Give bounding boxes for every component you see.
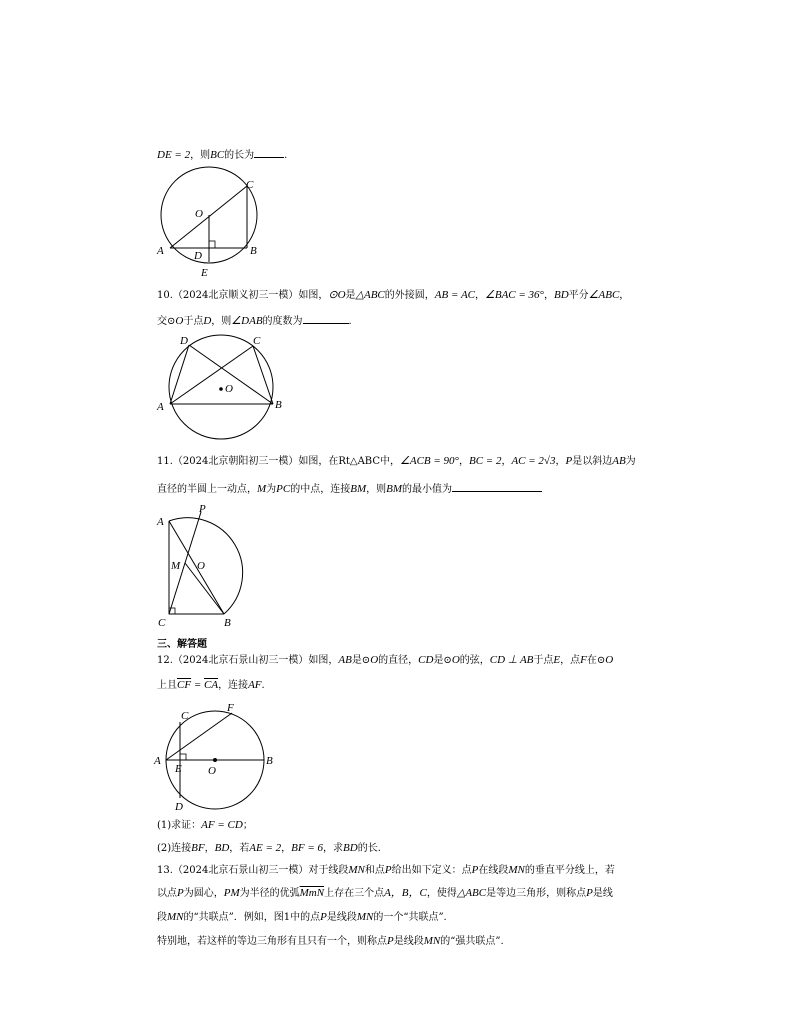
q13-line1 <box>157 863 615 878</box>
text-span: 的外接圆， <box>384 290 435 301</box>
text-span: 直径的半圆上一动点， <box>157 484 257 495</box>
text-span: . <box>284 150 288 161</box>
text-span: (1)求证： <box>157 820 202 831</box>
text-span: P <box>565 455 573 467</box>
label-c: C <box>158 617 166 629</box>
text-span: ，则 <box>211 316 232 327</box>
label-o: O <box>208 765 216 777</box>
text-span: 为圆心， <box>183 888 224 899</box>
text-span: 为 <box>266 484 277 495</box>
answer-blank[interactable] <box>303 313 349 324</box>
text-span: O <box>605 654 614 666</box>
text-span: 的长为 <box>224 150 255 161</box>
text-span: 是线段 <box>393 936 424 947</box>
text-span: $\overline{MmN}$ <box>299 887 325 899</box>
q9-line <box>157 147 287 163</box>
text-span: P <box>586 887 593 899</box>
text-span: 上且 <box>157 680 177 691</box>
text-span: = <box>191 679 204 691</box>
text-span: 在线段 <box>478 865 509 876</box>
label-e: E <box>201 267 208 279</box>
text-span: ， <box>281 843 292 854</box>
text-span: 的垂直平分线上，若 <box>524 865 615 876</box>
label-b: B <box>250 245 257 257</box>
text-span: BC <box>210 149 225 161</box>
text-span: AB <box>338 654 352 666</box>
text-span: ，则 <box>366 484 387 495</box>
text-span: MN <box>423 935 441 947</box>
text-span: 是线段 <box>326 912 357 923</box>
text-span: F <box>580 654 587 666</box>
text-span: 上存在三个点 <box>324 888 385 899</box>
q9-de-value: DE = 2 <box>157 149 191 161</box>
text-span: 的最小值为 <box>402 484 453 495</box>
text-span: . <box>348 316 352 327</box>
text-span: 11.（2024北京朝阳初三一模）如图，在Rt△ABC中， <box>157 456 400 467</box>
answer-blank[interactable] <box>254 147 284 158</box>
text-span: O <box>175 315 184 327</box>
q11-figure <box>152 502 262 632</box>
text-span: 是线 <box>592 888 613 899</box>
text-span: O <box>370 654 379 666</box>
label-d: D <box>175 801 183 813</box>
label-e: E <box>175 763 182 775</box>
text-span: ∠ACB = 90° <box>400 455 459 467</box>
text-span: ， <box>543 290 554 301</box>
text-span: 给出如下定义：点 <box>391 865 472 876</box>
text-span: BC = 2 <box>468 455 502 467</box>
text-span: O <box>451 654 460 666</box>
text-span: ，若 <box>229 843 250 854</box>
text-span: 是等边三角形，则称点 <box>486 888 587 899</box>
text-span: ，求 <box>323 843 344 854</box>
label-a: A <box>157 516 164 528</box>
text-span: ， <box>475 290 485 301</box>
text-span: 是 <box>345 290 356 301</box>
q10-line2 <box>157 313 352 329</box>
q12-line1 <box>157 653 613 668</box>
text-span: . <box>261 680 265 691</box>
text-span: ⊙O <box>328 289 346 301</box>
text-span: D <box>203 315 212 327</box>
text-span: 在⊙ <box>586 655 606 666</box>
text-span: 特别地，若这样的等边三角形有且只有一个，则称点 <box>157 936 387 947</box>
text-span: ，则 <box>190 150 211 161</box>
text-span: 的弦， <box>459 655 490 666</box>
q12-figure <box>150 700 285 812</box>
text-span: 平分 <box>568 290 589 301</box>
label-a: A <box>157 245 164 257</box>
q10-figure <box>152 332 292 444</box>
text-span: BM <box>386 483 403 495</box>
text-span: ， <box>501 456 512 467</box>
q13-line2 <box>157 886 613 901</box>
text-span: P <box>320 911 327 923</box>
text-span: ∠ABC <box>588 289 620 301</box>
text-span: (2)连接 <box>157 843 192 854</box>
text-span: ，使得 <box>426 888 457 899</box>
q12-part1 <box>157 818 253 833</box>
text-span: AC = 2√3 <box>511 455 556 467</box>
section-heading: 三、解答题 <box>157 639 207 650</box>
text-span: 是⊙ <box>433 655 452 666</box>
text-span: 以点 <box>157 888 177 899</box>
text-span: 是⊙ <box>351 655 371 666</box>
text-span: △ABC <box>456 887 487 899</box>
text-span: 为 <box>625 456 636 467</box>
text-span: M <box>257 483 267 495</box>
label-d: D <box>180 335 188 347</box>
text-span: ； <box>242 820 253 831</box>
q11-line2 <box>157 481 542 497</box>
text-span: P <box>387 935 394 947</box>
label-o: O <box>197 560 205 572</box>
text-span: A，B，C <box>384 887 427 899</box>
text-span: MN <box>356 911 374 923</box>
text-span: BF <box>191 842 205 854</box>
text-span: MN <box>348 864 365 876</box>
text-span: 12.（2024北京石景山初三一模）如图， <box>157 655 339 666</box>
text-span: 是以斜边 <box>572 456 613 467</box>
text-span: 为半径的优弧 <box>239 888 300 899</box>
label-c: C <box>253 335 261 347</box>
q11-line1 <box>157 454 636 469</box>
text-span: 的中点，连接 <box>290 484 351 495</box>
text-span: E <box>553 654 561 666</box>
q13-line3 <box>157 910 447 925</box>
text-span: ， <box>204 843 215 854</box>
text-span: ，连接 <box>218 680 249 691</box>
label-b: B <box>224 617 231 629</box>
text-span: 于点 <box>183 316 204 327</box>
q10-line1 <box>157 288 629 303</box>
text-span: 和点 <box>364 865 385 876</box>
text-span: AE = 2 <box>249 842 282 854</box>
text-span: PC <box>276 483 291 495</box>
text-span: P <box>471 864 479 876</box>
text-span: $\overline{CF}$ <box>177 679 192 691</box>
label-b: B <box>275 399 282 411</box>
label-f: F <box>227 702 234 714</box>
label-a: A <box>157 401 164 413</box>
q12-part2 <box>157 841 381 856</box>
text-span: 的长. <box>357 843 381 854</box>
text-span: 段 <box>157 912 167 923</box>
text-span: △ABC <box>355 289 385 301</box>
text-span: 13.（2024北京石景山初三一模）对于线段 <box>157 865 349 876</box>
q9-figure <box>150 168 270 280</box>
text-span: BF = 6 <box>291 842 324 854</box>
text-span: BD <box>553 289 569 301</box>
label-b: B <box>266 755 273 767</box>
text-span: BD <box>343 842 358 854</box>
text-span: 的“强共联点”. <box>440 936 504 947</box>
label-a: A <box>154 755 161 767</box>
text-span: P <box>177 887 184 899</box>
text-span: CD <box>418 654 434 666</box>
text-span: $\overline{CA}$ <box>204 679 219 691</box>
text-span: 的直径， <box>378 655 419 666</box>
text-span: ，点 <box>560 655 581 666</box>
text-span: ， <box>458 456 469 467</box>
text-span: P <box>384 864 392 876</box>
label-p: P <box>199 503 206 515</box>
text-span: AF <box>248 679 262 691</box>
text-span: ∠DAB <box>231 315 263 327</box>
text-span: AB = AC <box>434 289 475 301</box>
text-span: 交⊙ <box>157 316 176 327</box>
label-m: M <box>171 560 181 572</box>
label-c: C <box>181 710 189 722</box>
text-span: 于点 <box>533 655 554 666</box>
label-o: O <box>225 383 233 395</box>
text-span: 10.（2024北京顺义初三一模）如图， <box>157 290 329 301</box>
text-span: AF = CD <box>201 819 243 831</box>
q13-line4 <box>157 934 504 949</box>
text-span: MN <box>508 864 525 876</box>
text-span: ， <box>555 456 566 467</box>
text-span: ， <box>619 290 630 301</box>
q12-line2 <box>157 678 265 693</box>
text-span: BD <box>214 842 230 854</box>
label-c: C <box>246 179 254 191</box>
label-d: D <box>194 250 202 262</box>
text-span: AB <box>612 455 626 467</box>
answer-blank[interactable] <box>452 481 542 492</box>
text-span: 的度数为 <box>262 316 303 327</box>
text-span: MN <box>167 911 184 923</box>
text-span: 的一个“共联点”. <box>373 912 447 923</box>
label-o: O <box>195 208 203 220</box>
text-span: ∠BAC = 36° <box>485 289 544 301</box>
text-span: BM <box>350 483 367 495</box>
text-span: PM <box>223 887 240 899</box>
text-span: CD ⊥ AB <box>489 654 534 666</box>
text-span: 的“共联点”．例如，图1中的点 <box>183 912 321 923</box>
